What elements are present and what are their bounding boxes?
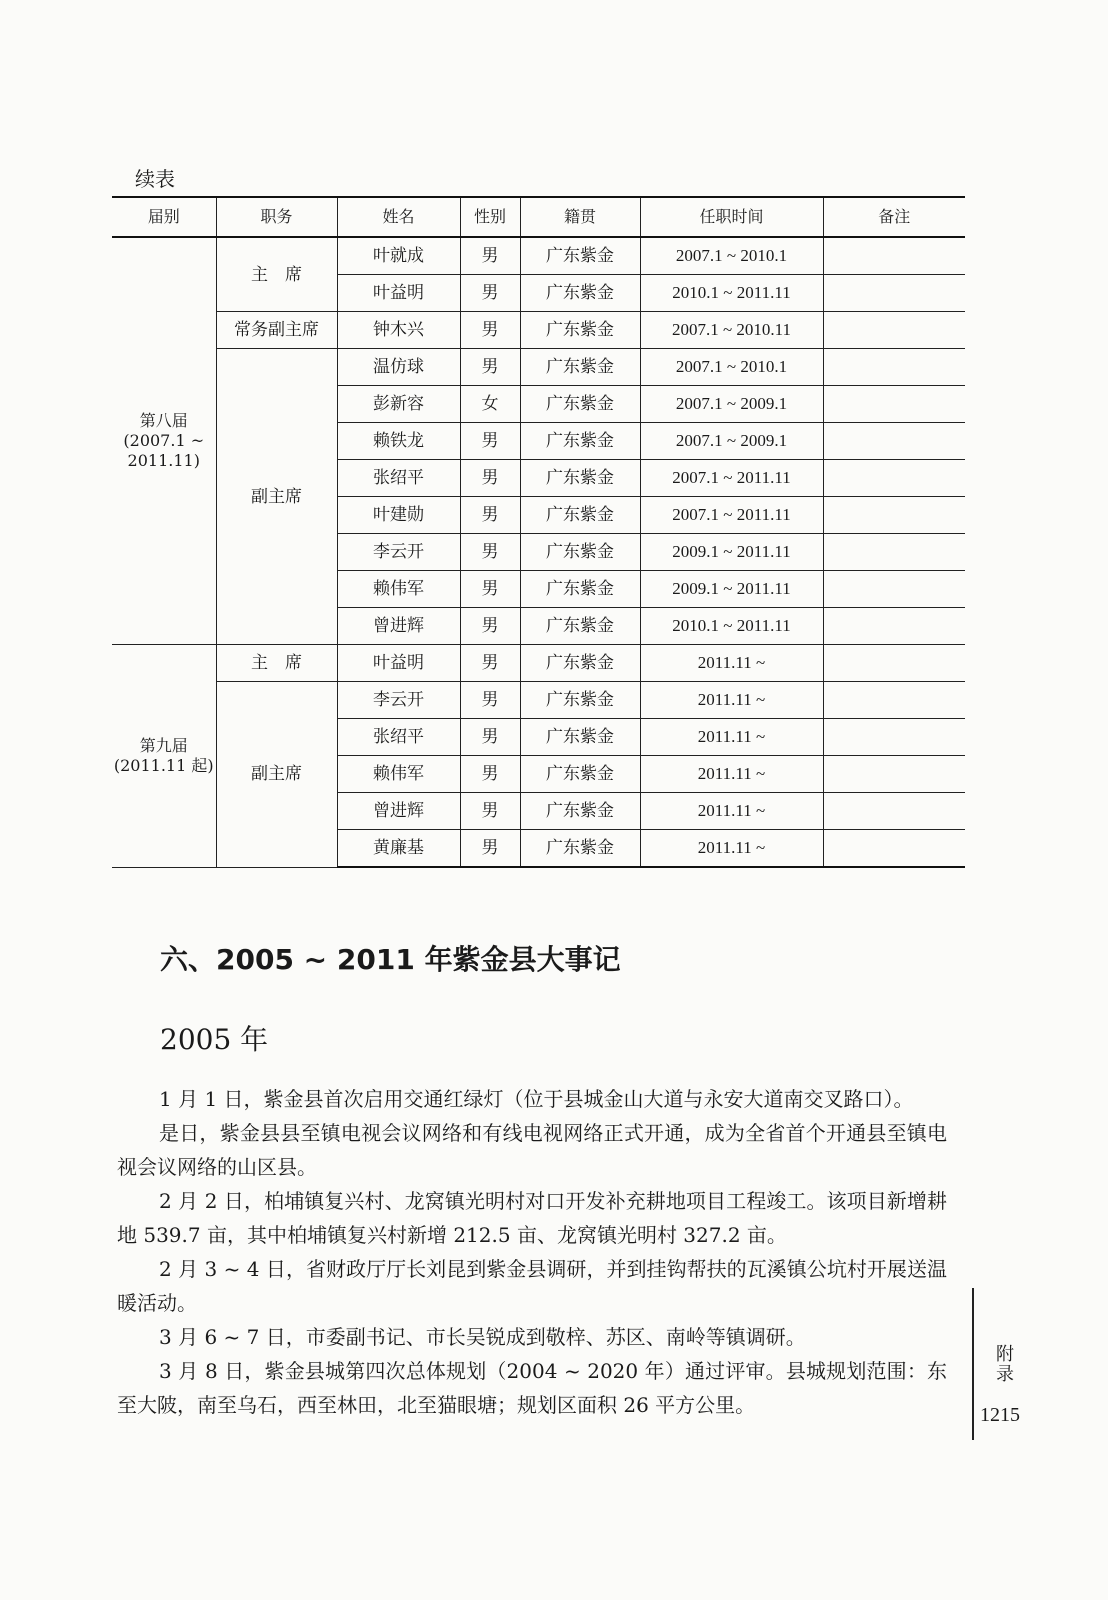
origin-cell: 广东紫金 — [520, 349, 640, 386]
table-row — [112, 237, 965, 275]
note-cell — [823, 349, 965, 386]
note-cell — [823, 534, 965, 571]
name-cell: 曾进辉 — [337, 793, 460, 830]
gender-cell: 男 — [460, 275, 520, 312]
table-row — [112, 312, 965, 349]
header-gender: 性别 — [460, 197, 520, 237]
gender-cell: 男 — [460, 423, 520, 460]
gender-cell: 男 — [460, 312, 520, 349]
origin-cell: 广东紫金 — [520, 608, 640, 645]
header-term: 任职时间 — [640, 197, 823, 237]
name-cell: 叶益明 — [337, 275, 460, 312]
event-paragraph: 2 月 2 日，柏埔镇复兴村、龙窝镇光明村对口开发补充耕地项目工程竣工。该项目新增耕地 539.7 亩，其中柏埔镇复兴村新增 212.5 亩、龙窝镇光明村 327.2 亩。 — [117, 1189, 947, 1247]
name-cell: 叶建勋 — [337, 497, 460, 534]
session-period: 2011.11) — [127, 451, 200, 470]
position-cell: 主 席 — [216, 237, 337, 312]
name-cell: 赖伟军 — [337, 571, 460, 608]
note-cell — [823, 237, 965, 275]
session-cell — [112, 645, 216, 868]
event-paragraph: 3 月 8 日，紫金县城第四次总体规划（2004 ~ 2020 年）通过评审。县城规划范围：东至大陂，南至乌石，西至林田，北至猫眼塘；规划区面积 26 平方公里。 — [117, 1359, 947, 1417]
origin-cell: 广东紫金 — [520, 460, 640, 497]
term-cell: 2011.11 ~ — [640, 793, 823, 830]
term-cell: 2007.1 ~ 2009.1 — [640, 386, 823, 423]
page-number: 1215 — [980, 1404, 1020, 1426]
note-cell — [823, 386, 965, 423]
term-cell: 2007.1 ~ 2010.1 — [640, 237, 823, 275]
gender-cell: 男 — [460, 830, 520, 868]
event-paragraph: 3 月 6 ~ 7 日，市委副书记、市长吴锐成到敬梓、苏区、南岭等镇调研。 — [159, 1325, 806, 1349]
origin-cell: 广东紫金 — [520, 423, 640, 460]
gender-cell: 男 — [460, 756, 520, 793]
name-cell: 赖铁龙 — [337, 423, 460, 460]
events-list — [117, 1082, 947, 1422]
name-cell: 张绍平 — [337, 719, 460, 756]
note-cell — [823, 497, 965, 534]
origin-cell: 广东紫金 — [520, 275, 640, 312]
table-body — [112, 237, 965, 867]
note-cell — [823, 571, 965, 608]
name-cell: 赖伟军 — [337, 756, 460, 793]
origin-cell: 广东紫金 — [520, 719, 640, 756]
term-cell: 2011.11 ~ — [640, 682, 823, 719]
gender-cell: 男 — [460, 682, 520, 719]
name-cell: 叶益明 — [337, 645, 460, 682]
session-name: 第九届 — [139, 735, 188, 755]
gender-cell: 男 — [460, 793, 520, 830]
gender-cell: 男 — [460, 608, 520, 645]
note-cell — [823, 608, 965, 645]
name-cell: 钟木兴 — [337, 312, 460, 349]
position-cell: 副主席 — [216, 349, 337, 645]
term-cell: 2009.1 ~ 2011.11 — [640, 534, 823, 571]
term-cell: 2007.1 ~ 2011.11 — [640, 460, 823, 497]
note-cell — [823, 756, 965, 793]
event-paragraph: 是日，紫金县县至镇电视会议网络和有线电视网络正式开通，成为全省首个开通县至镇电视会议网络的山区县。 — [117, 1121, 947, 1179]
table-row — [112, 645, 965, 682]
term-cell: 2011.11 ~ — [640, 645, 823, 682]
note-cell — [823, 312, 965, 349]
origin-cell: 广东紫金 — [520, 571, 640, 608]
note-cell — [823, 793, 965, 830]
term-cell: 2007.1 ~ 2009.1 — [640, 423, 823, 460]
table-row — [112, 349, 965, 386]
term-cell: 2007.1 ~ 2011.11 — [640, 497, 823, 534]
note-cell — [823, 719, 965, 756]
continued-table-label: 续表 — [135, 167, 175, 191]
position-cell: 常务副主席 — [216, 312, 337, 349]
margin-rule — [972, 1288, 974, 1440]
origin-cell: 广东紫金 — [520, 386, 640, 423]
session-cell — [112, 237, 216, 645]
note-cell — [823, 830, 965, 868]
origin-cell: 广东紫金 — [520, 534, 640, 571]
appendix-label: 附录 — [993, 1344, 1014, 1384]
gender-cell: 男 — [460, 237, 520, 275]
origin-cell: 广东紫金 — [520, 756, 640, 793]
gender-cell: 男 — [460, 534, 520, 571]
term-cell: 2009.1 ~ 2011.11 — [640, 571, 823, 608]
header-position: 职务 — [216, 197, 337, 237]
term-cell: 2011.11 ~ — [640, 756, 823, 793]
name-cell: 李云开 — [337, 682, 460, 719]
origin-cell: 广东紫金 — [520, 830, 640, 868]
position-cell: 副主席 — [216, 682, 337, 868]
gender-cell: 男 — [460, 460, 520, 497]
gender-cell: 男 — [460, 645, 520, 682]
origin-cell: 广东紫金 — [520, 793, 640, 830]
header-session: 届别 — [112, 197, 216, 237]
session-period: (2007.1 ~ — [123, 431, 205, 450]
table-header-row — [112, 197, 965, 237]
term-cell: 2010.1 ~ 2011.11 — [640, 275, 823, 312]
header-name: 姓名 — [337, 197, 460, 237]
origin-cell: 广东紫金 — [520, 312, 640, 349]
officials-table — [112, 196, 965, 868]
position-cell: 主 席 — [216, 645, 337, 682]
note-cell — [823, 275, 965, 312]
note-cell — [823, 423, 965, 460]
year-heading: 2005 年 — [160, 1023, 269, 1056]
name-cell: 温仿球 — [337, 349, 460, 386]
section-title: 六、2005 ~ 2011 年紫金县大事记 — [160, 943, 621, 976]
name-cell: 李云开 — [337, 534, 460, 571]
gender-cell: 男 — [460, 497, 520, 534]
session-period: (2011.11 起) — [113, 755, 214, 775]
name-cell: 曾进辉 — [337, 608, 460, 645]
term-cell: 2010.1 ~ 2011.11 — [640, 608, 823, 645]
term-cell: 2007.1 ~ 2010.1 — [640, 349, 823, 386]
gender-cell: 女 — [460, 386, 520, 423]
event-paragraph: 1 月 1 日，紫金县首次启用交通红绿灯（位于县城金山大道与永安大道南交叉路口）。 — [159, 1087, 914, 1111]
name-cell: 彭新容 — [337, 386, 460, 423]
note-cell — [823, 645, 965, 682]
origin-cell: 广东紫金 — [520, 682, 640, 719]
event-paragraph: 2 月 3 ~ 4 日，省财政厅厅长刘昆到紫金县调研，并到挂钩帮扶的瓦溪镇公坑村开展送温暖活动。 — [117, 1257, 947, 1315]
session-name: 第八届 — [139, 411, 188, 430]
note-cell — [823, 460, 965, 497]
header-note: 备注 — [823, 197, 965, 237]
origin-cell: 广东紫金 — [520, 497, 640, 534]
header-origin: 籍贯 — [520, 197, 640, 237]
term-cell: 2007.1 ~ 2010.11 — [640, 312, 823, 349]
origin-cell: 广东紫金 — [520, 237, 640, 275]
name-cell: 张绍平 — [337, 460, 460, 497]
origin-cell: 广东紫金 — [520, 645, 640, 682]
gender-cell: 男 — [460, 571, 520, 608]
table-row — [112, 682, 965, 719]
gender-cell: 男 — [460, 719, 520, 756]
gender-cell: 男 — [460, 349, 520, 386]
note-cell — [823, 682, 965, 719]
name-cell: 叶就成 — [337, 237, 460, 275]
term-cell: 2011.11 ~ — [640, 830, 823, 868]
name-cell: 黄廉基 — [337, 830, 460, 868]
term-cell: 2011.11 ~ — [640, 719, 823, 756]
